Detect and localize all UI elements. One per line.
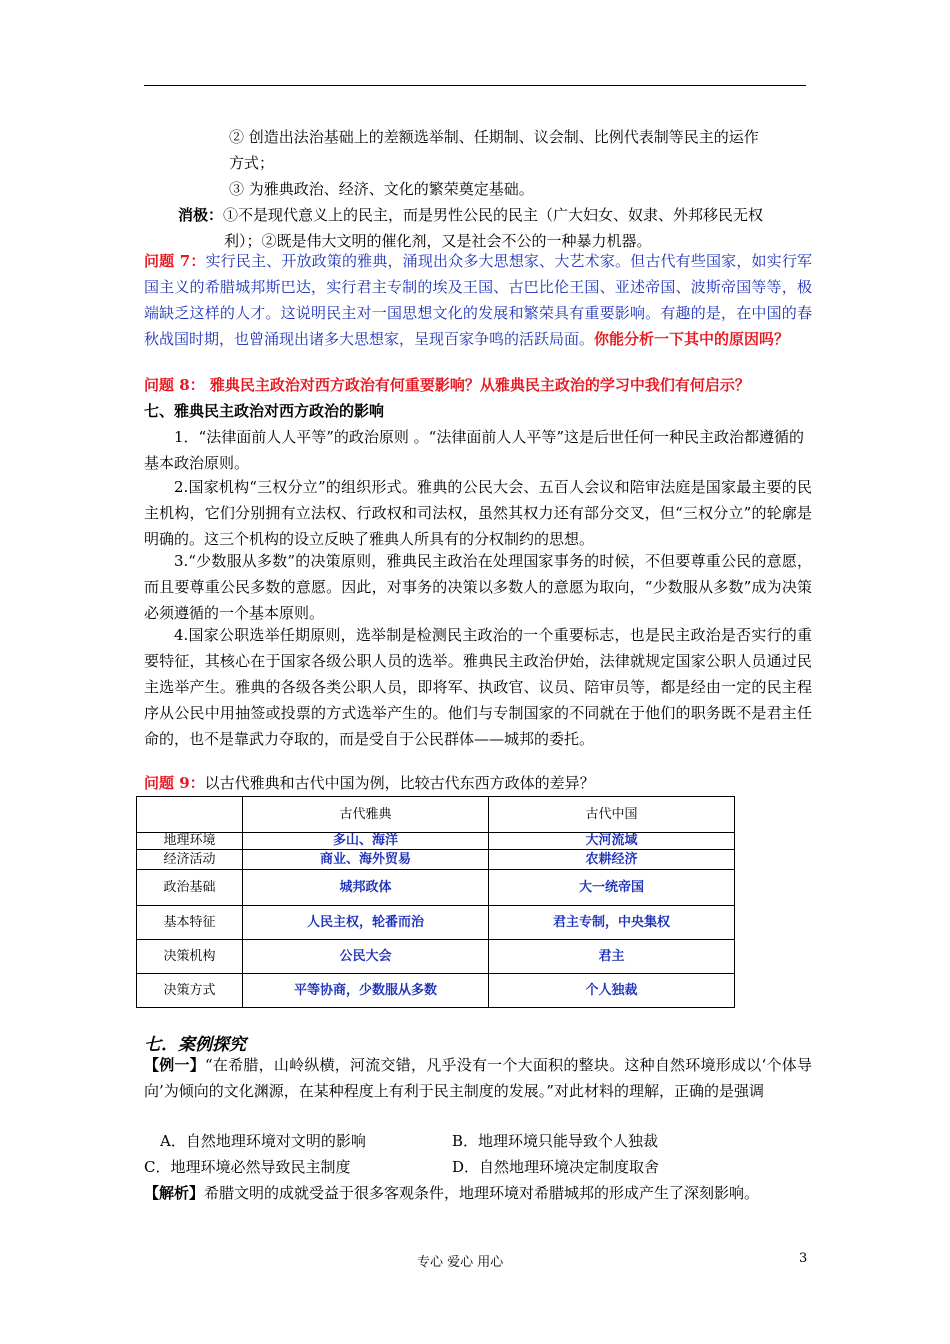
footer-motto: 专心 爱心 用心	[417, 1255, 504, 1270]
option-a: A．自然地理环境对文明的影响	[160, 1132, 366, 1150]
table-header-cell	[137, 797, 243, 833]
china-cell: 君主	[489, 940, 735, 974]
table-header-cell: 古代中国	[489, 797, 735, 833]
row-label: 决策机构	[137, 940, 243, 974]
point-3: ③ 为雅典政治、经济、文化的繁荣奠定基础。	[229, 180, 534, 198]
point-2: ② 创造出法治基础上的差额选举制、任期制、议会制、比例代表制等民主的运作 方式；	[229, 128, 759, 172]
athens-cell: 人民主权，轮番而治	[243, 906, 489, 940]
example-1-label: 【例一】	[144, 1056, 205, 1074]
china-cell: 个人独裁	[489, 974, 735, 1008]
table-row	[137, 870, 735, 906]
table-row	[137, 940, 735, 974]
china-cell: 大一统帝国	[489, 870, 735, 906]
question-8-label: 问题 8：	[144, 376, 205, 394]
option-d: D．自然地理环境决定制度取舍	[452, 1158, 660, 1176]
row-label: 经济活动	[137, 850, 243, 870]
table-row	[137, 833, 735, 850]
table-row	[137, 974, 735, 1008]
question-9: 问题 9：以古代雅典和古代中国为例，比较古代东西方政体的差异？	[144, 774, 595, 792]
china-cell: 大河流域	[489, 833, 735, 850]
athens-cell: 多山、海洋	[243, 833, 489, 850]
question-8: 问题 8： 雅典民主政治对西方政治有何重要影响？从雅典民主政治的学习中我们有何启示？	[144, 376, 750, 394]
section-heading: 七、雅典民主政治对西方政治的影响	[144, 402, 385, 420]
page-number: 3	[799, 1251, 808, 1266]
example-1: 【例一】“在希腊，山岭纵横，河流交错，凡乎没有一个大面积的整块。这种自然环境形成以‘个体导向’为倾向的文化渊源，在某种程度上有利于民主制度的发展。”对此材料的理解，正确的是强调	[144, 1056, 812, 1100]
table-row	[137, 906, 735, 940]
comparison-table	[136, 796, 735, 1008]
question-7-label: 问题 7：	[144, 252, 206, 270]
china-cell: 农耕经济	[489, 850, 735, 870]
athens-cell: 公民大会	[243, 940, 489, 974]
paragraph-4: 4.国家公职选举任期原则，选举制是检测民主政治的一个重要标志，也是民主政治是否实行的重要特征，其核心在于国家各级公职人员的选举。雅典民主政治伊始，法律就规定国家公职人员通过民主选举产生。雅典的各级各类公职人员，即将军、执政官、议员、陪审员等，都是经由一定的民主程序从公民中用抽签或投票的方式选举产生的。他们与专制国家的不同就在于他们的职务既不是君主任命的，也不是靠武力夺取的，而是受自于公民群体——城邦的委托。	[144, 626, 812, 748]
table-row	[137, 850, 735, 870]
athens-cell: 城邦政体	[243, 870, 489, 906]
negative-effects: 消极：①不是现代意义上的民主，而是男性公民的民主（广大妇女、奴隶、外邦移民无权 利）；②既是伟大文明的催化剂，又是社会不公的一种暴力机器。	[178, 206, 764, 250]
row-label: 政治基础	[137, 870, 243, 906]
table-header-cell: 古代雅典	[243, 797, 489, 833]
negative-label: 消极：	[178, 206, 224, 224]
row-label: 基本特征	[137, 906, 243, 940]
question-7: 问题 7：实行民主、开放政策的雅典，涌现出众多大思想家、大艺术家。但古代有些国家，如实行军国主义的希腊城邦斯巴达，实行君主专制的埃及王国、古巴比伦王国、亚述帝国、波斯帝国等等，极端缺乏这样的人才。这说明民主对一国思想文化的发展和繁荣具有重要影响。有趣的是，在中国的春秋战国时期，也曾涌现出诸多大思想家，呈现百家争鸣的活跃局面。你能分析一下其中的原因吗？	[144, 252, 812, 348]
paragraph-3: 3.“少数服从多数”的决策原则，雅典民主政治在处理国家事务的时候，不但要尊重公民的意愿，而且要尊重公民多数的意愿。因此，对事务的决策以多数人的意愿为取向，“少数服从多数”成为决策必须遵循的一个基本原则。	[144, 552, 812, 622]
paragraph-1: 1．“法律面前人人平等”的政治原则 。“法律面前人人平等”这是后世任何一种民主政治都遵循的基本政治原则。	[144, 428, 804, 472]
header-rule	[144, 85, 806, 86]
athens-cell: 商业、海外贸易	[243, 850, 489, 870]
option-c: C．地理环境必然导致民主制度	[144, 1158, 351, 1176]
option-b: B．地理环境只能导致个人独裁	[452, 1132, 659, 1150]
analysis: 【解析】希腊文明的成就受益于很多客观条件，地理环境对希腊城邦的形成产生了深刻影响。	[144, 1184, 760, 1202]
athens-cell: 平等协商，少数服从多数	[243, 974, 489, 1008]
question-9-label: 问题 9：	[144, 774, 205, 792]
analysis-label: 【解析】	[144, 1184, 205, 1202]
row-label: 决策方式	[137, 974, 243, 1008]
row-label: 地理环境	[137, 833, 243, 850]
table-header-row	[137, 797, 735, 833]
china-cell: 君主专制，中央集权	[489, 906, 735, 940]
case-heading: 七．案例探究	[144, 1035, 246, 1055]
paragraph-2: 2.国家机构“三权分立”的组织形式。雅典的公民大会、五百人会议和陪审法庭是国家最主要的民主机构，它们分别拥有立法权、行政权和司法权，虽然其权力还有部分交叉，但“三权分立”的轮廓是明确的。这三个机构的设立反映了雅典人所具有的分权制约的思想。	[144, 478, 812, 548]
